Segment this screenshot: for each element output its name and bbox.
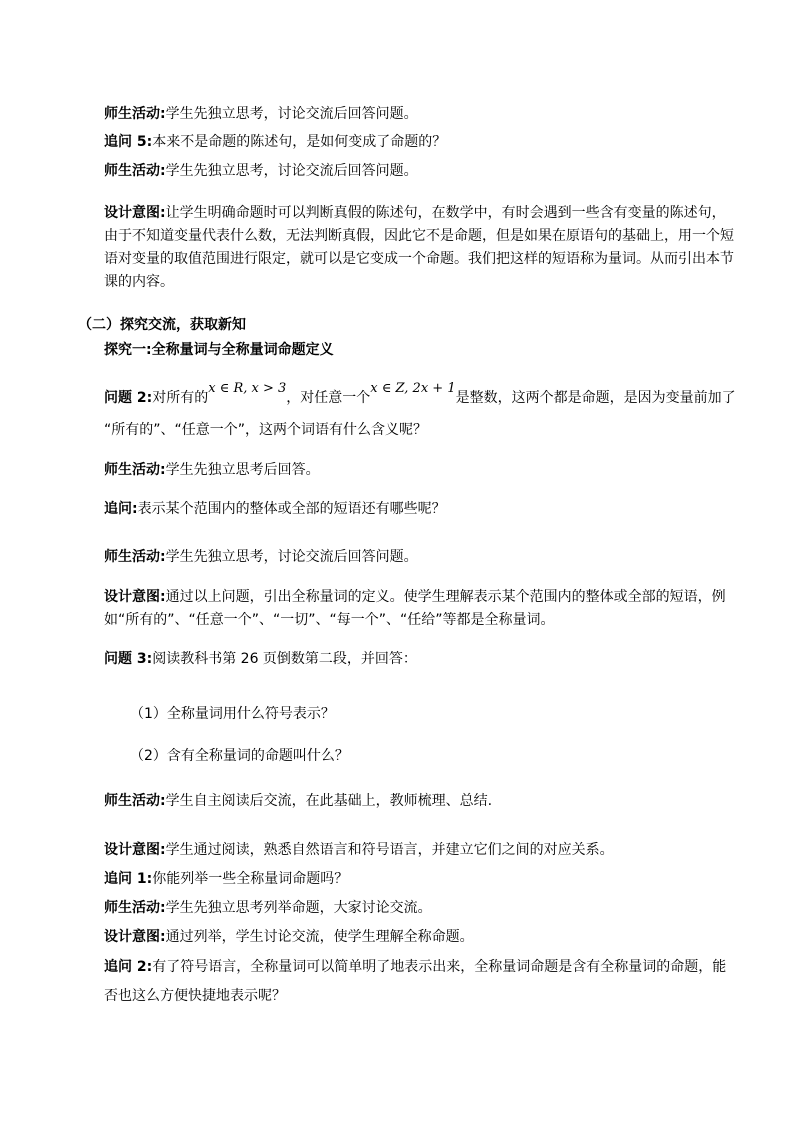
teacher-student-activity-6 (104, 898, 432, 918)
paragraph-text: 通过列举，学生讨论交流，使学生理解全称命题。 (165, 929, 474, 945)
paragraph-text: 由于不知道变量代表什么数，无法判断真假，因此它不是命题，但是如果在原语句的基础上，用一个短 (104, 228, 734, 244)
paragraph-text: 课的内容。 (104, 274, 174, 290)
section-heading: （二）探究交流，获取新知 (78, 317, 246, 333)
follow-up-question (104, 499, 446, 519)
paragraph-text: 学生先独立思考，讨论交流后回答问题。 (165, 549, 418, 565)
design-intent-3 (104, 840, 614, 860)
follow-up-question-1 (104, 869, 348, 889)
design-intent-4 (104, 927, 474, 947)
teacher-student-activity-2 (104, 161, 418, 181)
label: 师生活动: (104, 163, 166, 179)
label: 问题 3: (104, 651, 153, 667)
math-expression: x ∈ R, x > 3 (208, 381, 287, 396)
label: 问题 2: (104, 390, 153, 406)
label: 师生活动: (104, 793, 166, 809)
label: 师生活动: (104, 549, 166, 565)
follow-up-question-5 (104, 132, 446, 152)
question-3-item-2: （2）含有全称量词的命题叫什么？ (130, 748, 349, 764)
teacher-student-activity-5 (104, 791, 492, 811)
paragraph-text: 学生先独立思考，讨论交流后回答问题。 (165, 106, 418, 122)
paragraph-text: 语对变量的取值范围进行限定，就可以是它变成一个命题。我们把这样的短语称为量词。从而引出本节 (104, 251, 734, 267)
paragraph-text: 学生先独立思考列举命题，大家讨论交流。 (165, 900, 432, 916)
math-expression: x ∈ Z, 2x + 1 (370, 381, 456, 396)
paragraph-text: 你能列举一些全称量词命题吗？ (152, 871, 349, 887)
label: 设计意图: (104, 929, 166, 945)
label: 师生活动: (104, 462, 166, 478)
label: 师生活动: (104, 900, 166, 916)
label: 追问 1: (104, 871, 153, 887)
paragraph-text: 阅读教科书第 26 页倒数第二段，并回答： (152, 651, 417, 667)
paragraph-text: 如“所有的”、“任意一个”、“一切”、“每一个”、“任给”等都是全称量词。 (104, 612, 555, 628)
paragraph-text: 表示某个范围内的整体或全部的短语还有哪些呢？ (137, 501, 446, 517)
paragraph-text: 本来不是命题的陈述句，是如何变成了命题的？ (152, 134, 447, 150)
label: 追问 5: (104, 134, 153, 150)
paragraph-text: 学生先独立思考后回答。 (165, 462, 320, 478)
paragraph-text: 让学生明确命题时可以判断真假的陈述句，在数学中，有时会遇到一些含有变量的陈述句， (165, 205, 726, 221)
teacher-student-activity-1 (104, 104, 418, 124)
teacher-student-activity-4 (104, 547, 418, 567)
question-3 (104, 649, 417, 669)
paragraph-text: 有了符号语言，全称量词可以简单明了地表示出来，全称量词命题是含有全称量词的命题，能 (152, 959, 727, 975)
paragraph-text: 学生自主阅读后交流，在此基础上，教师梳理、总结. (165, 793, 493, 809)
question-3-item-1: （1）全称量词用什么符号表示？ (130, 706, 335, 722)
label: 设计意图: (104, 205, 166, 221)
label: 设计意图: (104, 589, 166, 605)
paragraph-text: 是整数，这两个都是命题，是因为变量前加了 (455, 390, 736, 406)
subsection-heading: 探究一:全称量词与全称量词命题定义 (104, 342, 334, 358)
teacher-student-activity-3 (104, 460, 320, 480)
paragraph-text: 对所有的 (152, 390, 209, 406)
label: 追问 2: (104, 959, 153, 975)
paragraph-text: ，对任意一个 (286, 390, 371, 406)
label: 师生活动: (104, 106, 166, 122)
label: 追问: (104, 501, 138, 517)
paragraph-text: 通过以上问题，引出全称量词的定义。使学生理解表示某个范围内的整体或全部的短语，例 (165, 589, 726, 605)
label: 设计意图: (104, 842, 166, 858)
paragraph-text: 学生先独立思考，讨论交流后回答问题。 (165, 163, 418, 179)
paragraph-text: 学生通过阅读，熟悉自然语言和符号语言，并建立它们之间的对应关系。 (165, 842, 614, 858)
paragraph-text: 否也这么方便快捷地表示呢？ (104, 988, 286, 1004)
paragraph-text: “所有的”、“任意一个”，这两个词语有什么含义呢？ (104, 422, 428, 438)
